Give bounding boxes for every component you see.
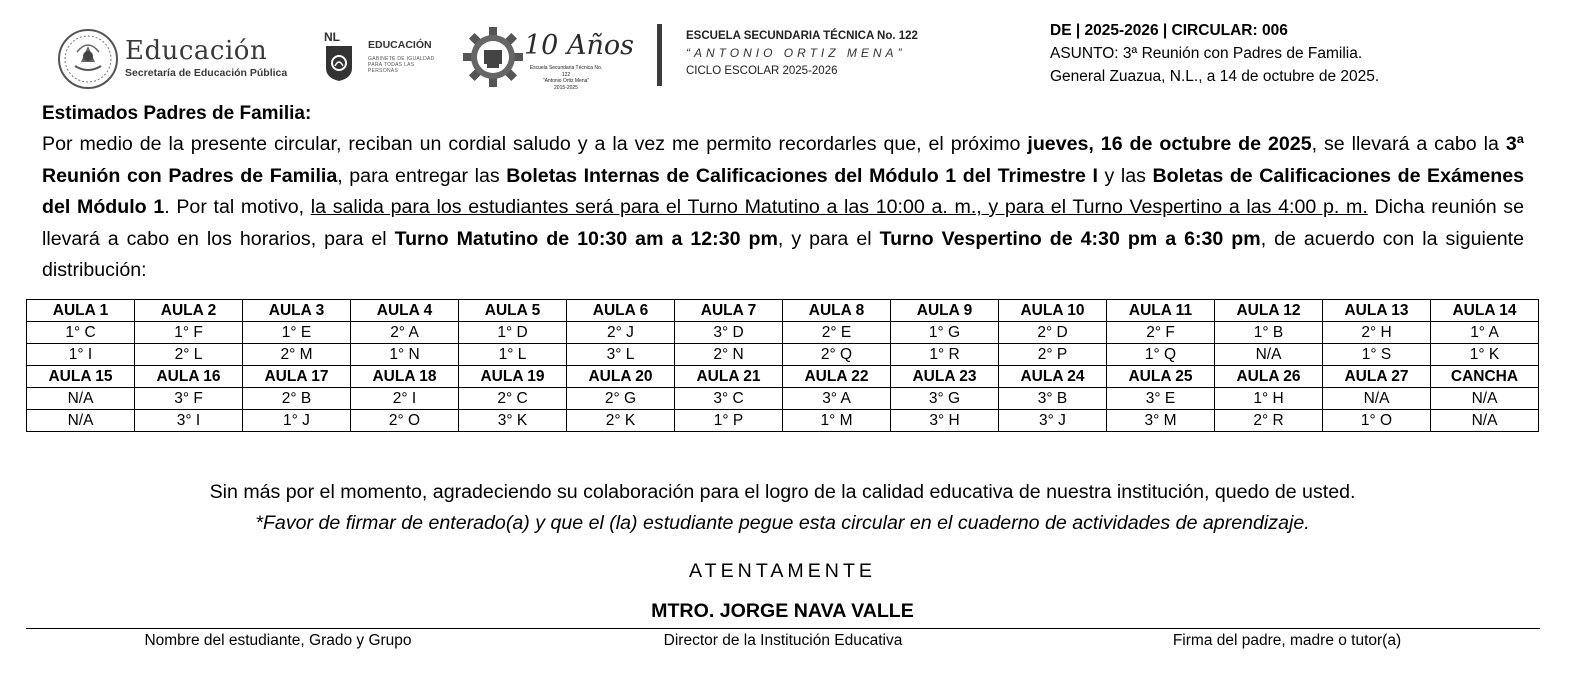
mexico-seal-icon: [57, 28, 119, 90]
aula-header-cell: AULA 10: [999, 300, 1107, 322]
circular-place-date: General Zuazua, N.L., a 14 de octubre de 2025.: [1050, 68, 1380, 85]
aula-header-cell: AULA 23: [891, 366, 999, 388]
group-cell: N/A: [27, 410, 135, 432]
nl-education-logo: [322, 30, 447, 86]
group-cell: 3° E: [1107, 388, 1215, 410]
aula-header-cell: AULA 9: [891, 300, 999, 322]
group-cell: 1° Q: [1107, 344, 1215, 366]
director-signature-label: Director de la Institución Educativa: [663, 632, 903, 649]
group-cell: 2° D: [999, 322, 1107, 344]
anniversary-logo: [462, 24, 642, 90]
aula-header-cell: AULA 3: [243, 300, 351, 322]
group-cell: N/A: [1431, 388, 1539, 410]
director-name: MTRO. JORGE NAVA VALLE: [651, 600, 914, 622]
letterhead: [0, 0, 1569, 100]
aula-header-cell: AULA 16: [135, 366, 243, 388]
group-cell: 3° M: [1107, 410, 1215, 432]
aula-header-cell: AULA 13: [1323, 300, 1431, 322]
nl-education-title: EDUCACIÓN: [368, 39, 432, 51]
group-cell: 1° G: [891, 322, 999, 344]
group-cell: 3° L: [567, 344, 675, 366]
group-cell: 3° H: [891, 410, 999, 432]
nl-shield-icon: [324, 44, 354, 82]
group-cell: 1° M: [783, 410, 891, 432]
parent-signature-label: Firma del padre, madre o tutor(a): [1172, 632, 1402, 649]
school-cycle: CICLO ESCOLAR 2025-2026: [686, 65, 838, 77]
aula-header-cell: AULA 20: [567, 366, 675, 388]
group-cell: 2° C: [459, 388, 567, 410]
nl-education-subtitle: GABINETE DE IGUALDAD PARA TODAS LAS PERSONAS: [368, 56, 435, 74]
group-cell: 3° F: [135, 388, 243, 410]
group-cell: 1° E: [243, 322, 351, 344]
group-cell: 2° Q: [783, 344, 891, 366]
aula-header-cell: AULA 7: [675, 300, 783, 322]
group-cell: 2° R: [1215, 410, 1323, 432]
student-signature-label: Nombre del estudiante, Grado y Grupo: [144, 632, 412, 649]
group-cell: 3° J: [999, 410, 1107, 432]
table-row: [27, 388, 1539, 410]
school-motto: “ANTONIO ORTIZ MENA”: [686, 46, 906, 60]
aula-header-cell: AULA 24: [999, 366, 1107, 388]
group-cell: N/A: [27, 388, 135, 410]
aula-header-cell: AULA 22: [783, 366, 891, 388]
table-row: [27, 322, 1539, 344]
group-cell: 3° B: [999, 388, 1107, 410]
sep-logo: [57, 28, 297, 90]
group-cell: 3° C: [675, 388, 783, 410]
sep-subtitle: Secretaría de Educación Pública: [125, 67, 288, 79]
table-row: [27, 410, 1539, 432]
group-cell: 2° A: [351, 322, 459, 344]
sep-title: Educación: [125, 36, 268, 66]
group-cell: 2° P: [999, 344, 1107, 366]
group-cell: 1° J: [243, 410, 351, 432]
group-cell: 3° K: [459, 410, 567, 432]
table-header-row: [27, 300, 1539, 322]
aula-header-cell: AULA 26: [1215, 366, 1323, 388]
signature-line: [26, 628, 1540, 629]
group-cell: 2° I: [351, 388, 459, 410]
gear-icon: [462, 26, 524, 88]
aula-header-cell: AULA 5: [459, 300, 567, 322]
aula-header-cell: AULA 19: [459, 366, 567, 388]
aula-header-cell: CANCHA: [1431, 366, 1539, 388]
closing-line: Sin más por el momento, agradeciendo su colaboración para el logro de la calidad educativa de nuestra institución, quedo de usted.: [209, 481, 1356, 503]
group-cell: 1° O: [1323, 410, 1431, 432]
aula-header-cell: AULA 18: [351, 366, 459, 388]
table-row: [27, 344, 1539, 366]
group-cell: 2° G: [567, 388, 675, 410]
circular-info: [1050, 19, 1550, 88]
aula-header-cell: AULA 12: [1215, 300, 1323, 322]
aula-header-cell: AULA 4: [351, 300, 459, 322]
table-header-row: [27, 366, 1539, 388]
group-cell: 1° L: [459, 344, 567, 366]
group-cell: N/A: [1431, 410, 1539, 432]
dismissal-note: la salida para los estudiantes será para el Turno Matutino a las 10:00 a. m., y para el Turno Vespertino a las 4:00 p. m.: [310, 196, 1368, 218]
group-cell: 3° D: [675, 322, 783, 344]
greeting: Estimados Padres de Familia:: [42, 103, 312, 124]
group-cell: 2° B: [243, 388, 351, 410]
atentamente: ATENTAMENTE: [689, 560, 876, 582]
group-cell: 2° J: [567, 322, 675, 344]
group-cell: 1° D: [459, 322, 567, 344]
group-cell: 1° H: [1215, 388, 1323, 410]
group-cell: 3° A: [783, 388, 891, 410]
aula-header-cell: AULA 15: [27, 366, 135, 388]
group-cell: 2° F: [1107, 322, 1215, 344]
group-cell: 3° I: [135, 410, 243, 432]
signature-instruction: *Favor de firmar de enterado(a) y que el (la) estudiante pegue esta circular en el cuaderno de actividades de aprendizaje.: [255, 512, 1310, 534]
aula-header-cell: AULA 6: [567, 300, 675, 322]
aula-header-cell: AULA 8: [783, 300, 891, 322]
circular-reference: DE | 2025-2026 | CIRCULAR: 006: [1050, 22, 1288, 39]
group-cell: 1° S: [1323, 344, 1431, 366]
aula-header-cell: AULA 21: [675, 366, 783, 388]
aula-header-cell: AULA 11: [1107, 300, 1215, 322]
header-divider: [657, 24, 662, 86]
anniversary-title: 10 Años: [524, 30, 634, 61]
group-cell: 1° K: [1431, 344, 1539, 366]
school-info: [686, 30, 986, 77]
group-cell: 2° O: [351, 410, 459, 432]
group-cell: 1° I: [27, 344, 135, 366]
group-cell: N/A: [1323, 388, 1431, 410]
aula-header-cell: AULA 17: [243, 366, 351, 388]
group-cell: 2° L: [135, 344, 243, 366]
group-cell: 2° N: [675, 344, 783, 366]
group-cell: 2° M: [243, 344, 351, 366]
group-cell: 3° G: [891, 388, 999, 410]
group-cell: 2° H: [1323, 322, 1431, 344]
nl-label: NL: [324, 30, 340, 44]
aula-header-cell: AULA 27: [1323, 366, 1431, 388]
group-cell: 2° K: [567, 410, 675, 432]
group-cell: 1° A: [1431, 322, 1539, 344]
group-cell: 1° R: [891, 344, 999, 366]
aula-header-cell: AULA 14: [1431, 300, 1539, 322]
classroom-distribution-table: [26, 299, 1539, 432]
group-cell: 1° C: [27, 322, 135, 344]
group-cell: 1° B: [1215, 322, 1323, 344]
aula-header-cell: AULA 2: [135, 300, 243, 322]
aula-header-cell: AULA 1: [27, 300, 135, 322]
group-cell: 1° N: [351, 344, 459, 366]
group-cell: 1° P: [675, 410, 783, 432]
school-name: ESCUELA SECUNDARIA TÉCNICA No. 122: [686, 30, 918, 42]
aula-header-cell: AULA 25: [1107, 366, 1215, 388]
circular-subject: ASUNTO: 3ª Reunión con Padres de Familia.: [1050, 45, 1363, 62]
group-cell: 1° F: [135, 322, 243, 344]
anniversary-subtitle: Escuela Secundaria Técnica No. 122 "Antonio Ortiz Mena" 2015-2025: [529, 65, 603, 91]
letter-paragraph: Por medio de la presente circular, reciban un cordial saludo y a la vez me permito recordarles que, el próximo jueves, 16 de octubre de 2025, se llevará a cabo la 3ª Reunión con Padres de Familia, para entregar las Boletas Internas de Calificaciones del Módulo 1 del Trimestre I y las Boletas de Calificaciones de Exámenes del Módulo 1. Por tal motivo, la salida para los estudiantes será para el Turno Matutino a las 10:00 a. m., y para el Turno Vespertino a las 4:00 p. m. Dicha reunión se llevará a cabo en los horarios, para el Turno Matutino de 10:30 am a 12:30 pm, y para el Turno Vespertino de 4:30 pm a 6:30 pm, de acuerdo con la siguiente distribución:: [42, 133, 1525, 281]
group-cell: 2° E: [783, 322, 891, 344]
group-cell: N/A: [1215, 344, 1323, 366]
